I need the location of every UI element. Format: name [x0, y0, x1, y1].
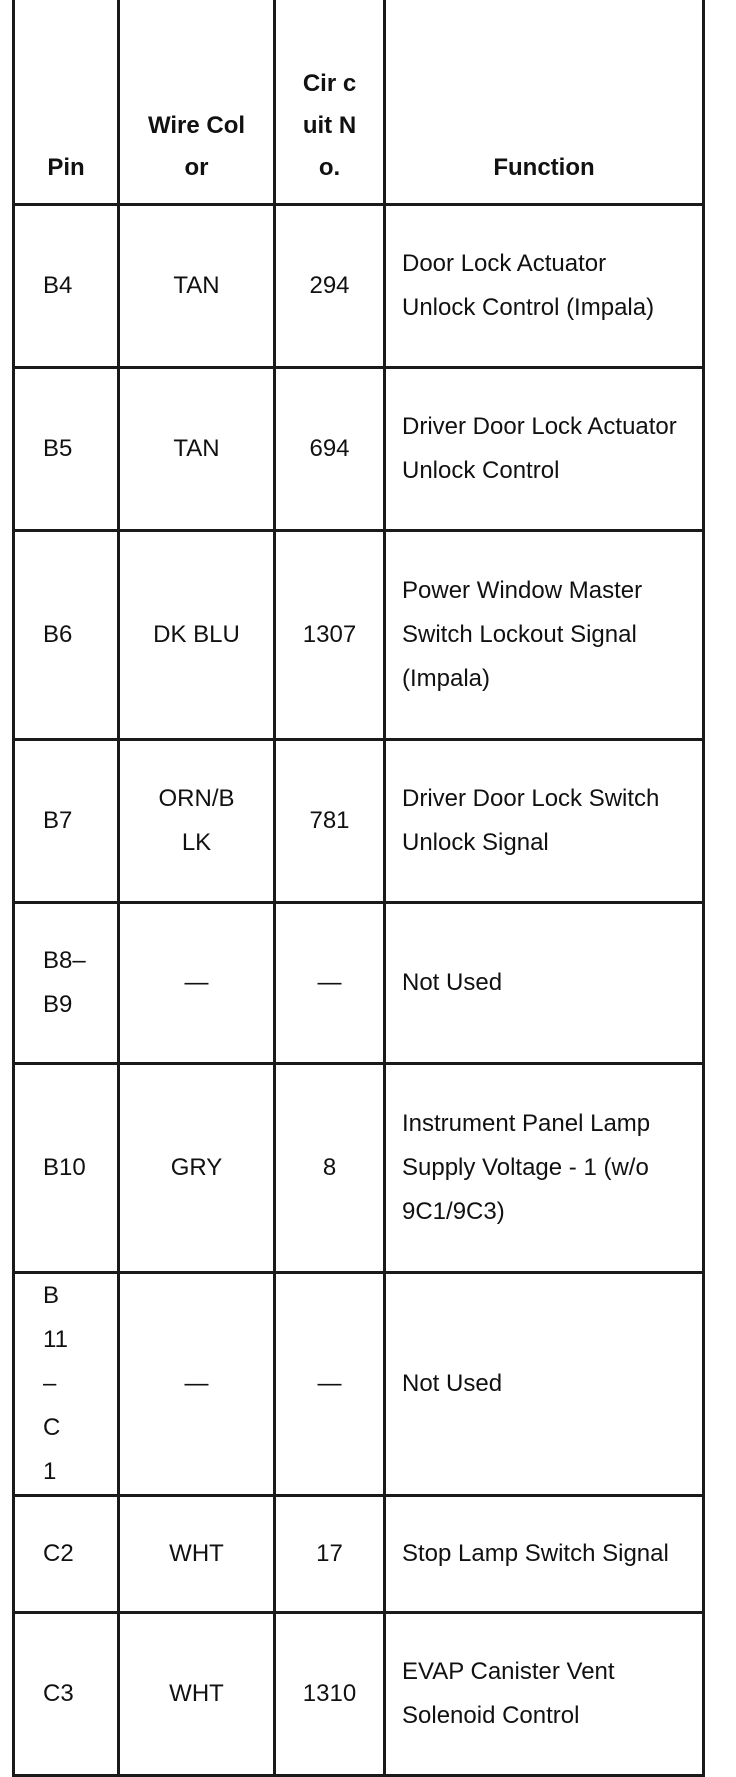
- circuit-number-cell: 781: [275, 739, 385, 902]
- header-function: Function: [385, 0, 704, 204]
- wire-color-cell: GRY: [119, 1063, 275, 1272]
- table-row: [14, 530, 704, 739]
- table-row: [14, 367, 704, 530]
- table-row: [14, 1272, 704, 1495]
- table-body: [14, 204, 704, 1775]
- wire-color-cell: —: [119, 902, 275, 1063]
- header-row: [14, 0, 704, 204]
- circuit-number-cell: 17: [275, 1495, 385, 1612]
- table-row: [14, 1612, 704, 1775]
- circuit-number-cell: 1310: [275, 1612, 385, 1775]
- pin-cell: B8–B9: [14, 902, 119, 1063]
- pin-cell: B4: [14, 204, 119, 367]
- function-cell: EVAP Canister Vent Solenoid Control: [385, 1612, 704, 1775]
- pin-cell: C2: [14, 1495, 119, 1612]
- pin-cell: B6: [14, 530, 119, 739]
- function-cell: Instrument Panel Lamp Supply Voltage - 1 (w/o 9C1/9C3): [385, 1063, 704, 1272]
- circuit-number-cell: 694: [275, 367, 385, 530]
- wire-color-cell: WHT: [119, 1495, 275, 1612]
- header-pin: Pin: [14, 0, 119, 204]
- table-row: [14, 902, 704, 1063]
- connector-pinout-table: [12, 0, 705, 1777]
- circuit-number-cell: 8: [275, 1063, 385, 1272]
- pin-cell: C3: [14, 1612, 119, 1775]
- circuit-number-cell: 1307: [275, 530, 385, 739]
- function-cell: Stop Lamp Switch Signal: [385, 1495, 704, 1612]
- table-header: [14, 0, 704, 204]
- wire-color-cell: —: [119, 1272, 275, 1495]
- wire-color-cell: TAN: [119, 204, 275, 367]
- function-cell: Door Lock Actuator Unlock Control (Impala): [385, 204, 704, 367]
- circuit-number-cell: —: [275, 902, 385, 1063]
- table-row: [14, 739, 704, 902]
- pin-cell: B5: [14, 367, 119, 530]
- header-wire-color: Wire Color: [119, 0, 275, 204]
- wire-color-cell: ORN/BLK: [119, 739, 275, 902]
- function-cell: Not Used: [385, 1272, 704, 1495]
- function-cell: Driver Door Lock Actuator Unlock Control: [385, 367, 704, 530]
- wire-color-cell: DK BLU: [119, 530, 275, 739]
- table-row: [14, 204, 704, 367]
- pin-cell: B11–C1: [14, 1272, 119, 1495]
- table-row: [14, 1063, 704, 1272]
- wire-color-cell: TAN: [119, 367, 275, 530]
- function-cell: Driver Door Lock Switch Unlock Signal: [385, 739, 704, 902]
- circuit-number-cell: 294: [275, 204, 385, 367]
- wire-color-cell: WHT: [119, 1612, 275, 1775]
- circuit-number-cell: —: [275, 1272, 385, 1495]
- table-row: [14, 1495, 704, 1612]
- pin-cell: B7: [14, 739, 119, 902]
- header-circuit-number: Cir cuit No.: [275, 0, 385, 204]
- pin-cell: B10: [14, 1063, 119, 1272]
- function-cell: Not Used: [385, 902, 704, 1063]
- function-cell: Power Window Master Switch Lockout Signal (Impala): [385, 530, 704, 739]
